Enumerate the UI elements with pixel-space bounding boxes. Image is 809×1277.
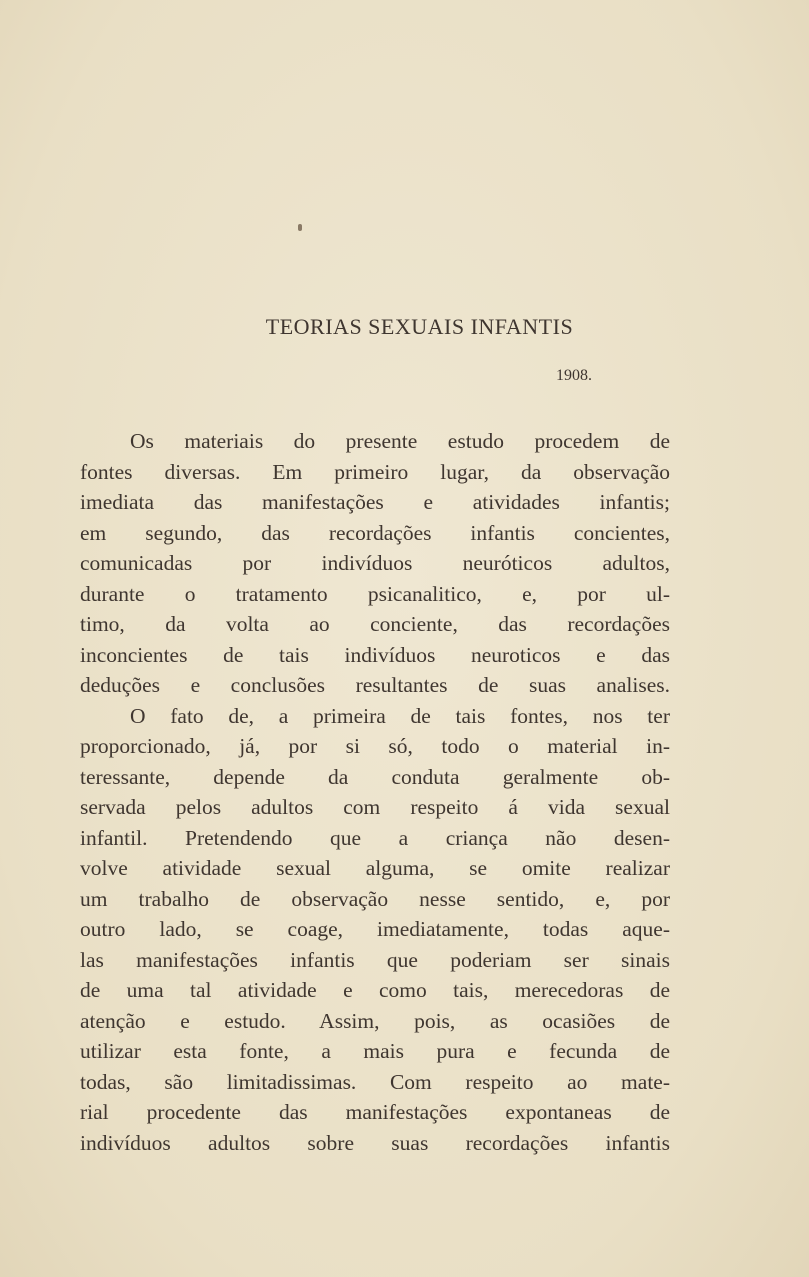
text-line: volve atividade sexual alguma, se omite realizar bbox=[80, 856, 670, 880]
text-line: de uma tal atividade e como tais, merecedoras de bbox=[80, 978, 670, 1002]
text-line: durante o tratamento psicanalitico, e, por ul- bbox=[80, 581, 670, 606]
chapter-title: TEORIAS SEXUAIS INFANTIS bbox=[265, 314, 574, 339]
text-line: Os materiais do presente estudo procedem de bbox=[130, 429, 670, 453]
text-line: imediata das manifestações e atividades infantis; bbox=[80, 490, 670, 514]
text-line: las manifestações infantis que poderiam ser sinais bbox=[80, 947, 670, 972]
text-line: utilizar esta fonte, a mais pura e fecunda de bbox=[80, 1039, 670, 1063]
body-text bbox=[80, 426, 670, 1158]
text-line: fontes diversas. Em primeiro lugar, da observação bbox=[80, 459, 670, 484]
text-line: indivíduos adultos sobre suas recordações infantis bbox=[80, 1130, 670, 1155]
text-line: em segundo, das recordações infantis concientes, bbox=[80, 520, 670, 545]
text-line: teressante, depende da conduta geralmente ob- bbox=[80, 764, 670, 789]
text-line: timo, da volta ao conciente, das recordações bbox=[80, 612, 670, 636]
text-line: infantil. Pretendendo que a criança não desen- bbox=[80, 825, 670, 850]
text-line: atenção e estudo. Assim, pois, as ocasiões de bbox=[80, 1008, 670, 1033]
text-line: inconcientes de tais indivíduos neuroticos e das bbox=[80, 642, 670, 667]
text-line: proporcionado, já, por si só, todo o material in- bbox=[80, 734, 670, 758]
text-line: deduções e conclusões resultantes de suas analises. bbox=[80, 673, 670, 697]
text-line: um trabalho de observação nesse sentido, e, por bbox=[80, 886, 670, 911]
text-line: servada pelos adultos com respeito á vida sexual bbox=[80, 795, 670, 819]
ink-speck bbox=[298, 224, 302, 231]
text-line: outro lado, se coage, imediatamente, todas aque- bbox=[80, 917, 670, 941]
text-line: todas, são limitadissimas. Com respeito ao mate- bbox=[80, 1069, 670, 1094]
text-line: comunicadas por indivíduos neuróticos adultos, bbox=[80, 551, 670, 575]
text-line: O fato de, a primeira de tais fontes, nos ter bbox=[130, 703, 670, 728]
chapter-year: 1908. bbox=[556, 367, 592, 384]
text-line: rial procedente das manifestações expontaneas de bbox=[80, 1100, 670, 1124]
